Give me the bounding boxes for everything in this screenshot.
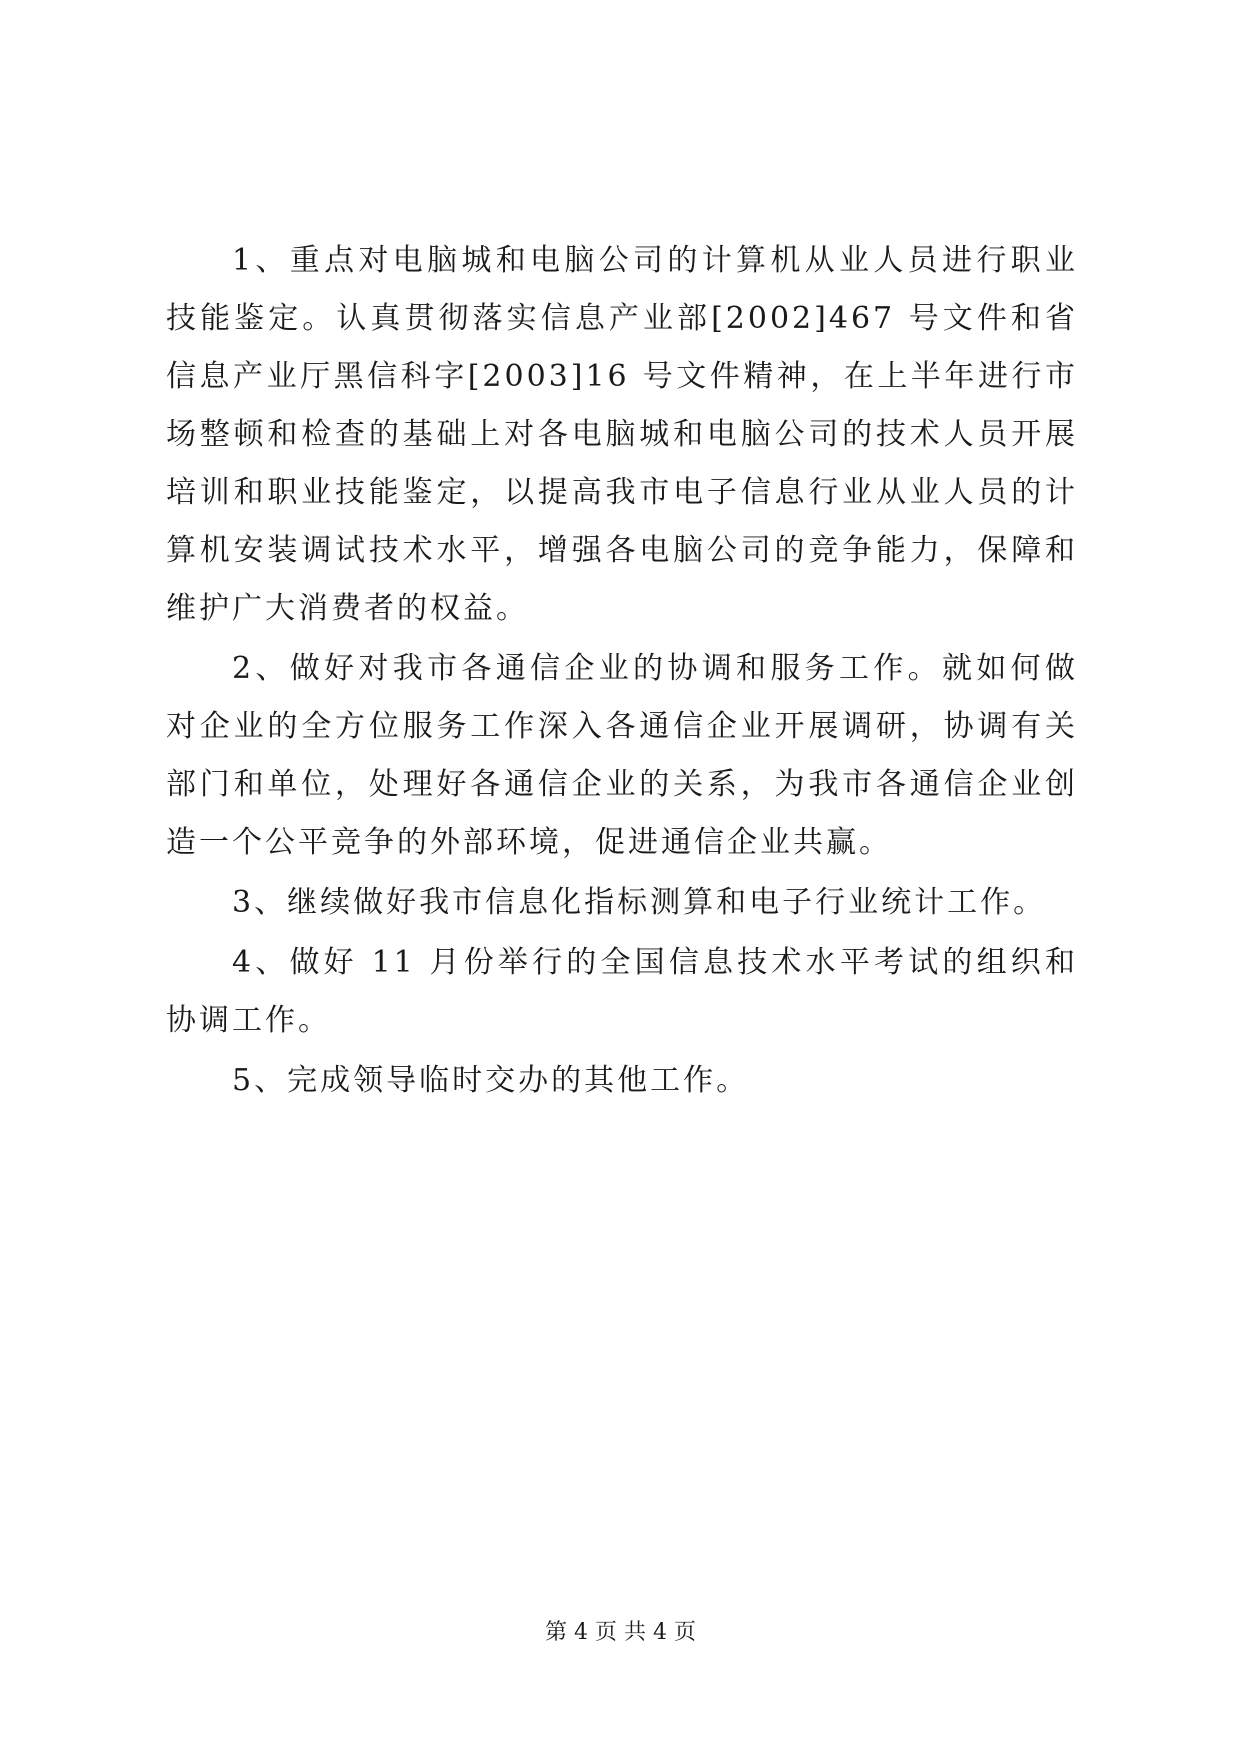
paragraph-item-3: 3、继续做好我市信息化指标测算和电子行业统计工作。 (232, 885, 1047, 920)
paragraph-item-5: 5、完成领导临时交办的其他工作。 (232, 1063, 750, 1098)
paragraph-item-1: 1、重点对电脑城和电脑公司的计算机从业人员进行职业技能鉴定。认真贯彻落实信息产业部[2002]467 号文件和省信息产业厅黑信科字[2003]16 号文件精神，在上半年进行市场整顿和检查的基础上对各电脑城和电脑公司的技术人员开展培训和职业技能鉴定，以提高我市电子信息行业从业人员的计算机安装调试技术水平，增强各电脑公司的竞争能力，保障和维护广大消费者的权益。 (166, 243, 1078, 626)
page-footer: 第 4 页 共 4 页 (545, 1620, 696, 1645)
paragraph-item-2: 2、做好对我市各通信企业的协调和服务工作。就如何做对企业的全方位服务工作深入各通信企业开展调研，协调有关部门和单位，处理好各通信企业的关系，为我市各通信企业创造一个公平竞争的外部环境，促进通信企业共赢。 (166, 651, 1078, 860)
paragraph-item-4: 4、做好 11 月份举行的全国信息技术水平考试的组织和协调工作。 (166, 945, 1078, 1038)
document-body (166, 232, 1078, 1110)
